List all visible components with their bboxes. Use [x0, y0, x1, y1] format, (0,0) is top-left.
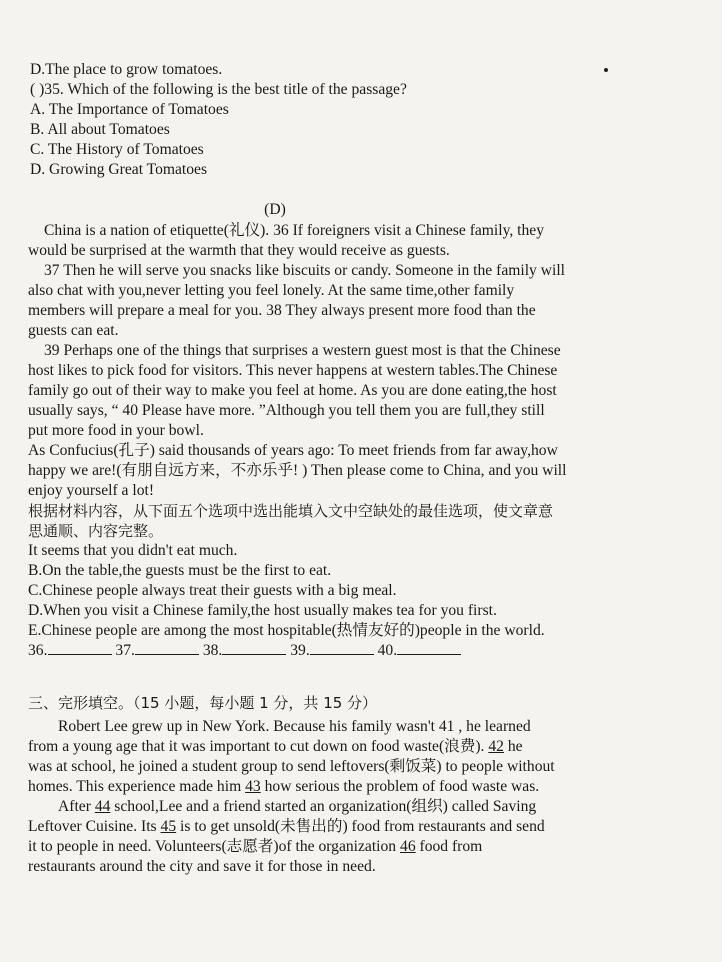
section-3-heading: 三、完形填空。（15 小题，每小题 1 分，共 15 分）	[28, 694, 378, 712]
choice-option: C.Chinese people always treat their guests with a big meal.	[28, 582, 397, 599]
answer-blank-40[interactable]	[397, 654, 461, 655]
cloze-line	[28, 797, 630, 817]
answer-row	[28, 641, 630, 661]
q35-option-d: D. Growing Great Tomatoes	[30, 161, 208, 178]
cloze-line: restaurants around the city and save it for those in need.	[28, 858, 376, 875]
cloze-text: school,Lee and a friend started an organization(组织) called Saving	[110, 798, 537, 815]
blank-42: 42	[488, 738, 504, 755]
answer-blank-39[interactable]	[310, 654, 374, 655]
section-d-heading: (D)	[264, 201, 286, 218]
blank-45: 45	[160, 818, 177, 835]
passage-line: family go out of their way to make you feel at home. As you are done eating,the host	[28, 382, 557, 399]
answer-blank-36[interactable]	[48, 654, 112, 655]
cloze-line	[28, 777, 630, 797]
q35-option-c: C. The History of Tomatoes	[30, 141, 204, 158]
choice-option: E.Chinese people are among the most hospitable(热情友好的)people in the world.	[28, 622, 545, 639]
section-d-passage	[28, 221, 630, 661]
cloze-text: homes. This experience made him	[28, 778, 246, 795]
cloze-text: how serious the problem of food waste was.	[260, 778, 540, 795]
passage-line: usually says, “ 40 Please have more. ”Although you tell them you are full,they still	[28, 402, 545, 419]
answer-label-38: 38.	[202, 642, 223, 659]
cloze-text: he	[503, 738, 523, 755]
passage-line: would be surprised at the warmth that they would receive as guests.	[28, 242, 450, 259]
instruction-line: 思通顺、内容完整。	[28, 522, 164, 540]
instruction-line: 根据材料内容，从下面五个选项中选出能填入文中空缺处的最佳选项，使文章意	[28, 502, 554, 520]
section-3-passage	[28, 717, 630, 877]
blank-44: 44	[94, 798, 111, 815]
choice-option: It seems that you didn't eat much.	[28, 542, 238, 559]
passage-line: 37 Then he will serve you snacks like biscuits or candy. Someone in the family will	[44, 262, 565, 279]
cloze-line: Robert Lee grew up in New York. Because his family wasn't 41 , he learned	[58, 718, 531, 735]
cloze-text: from a young age that it was important to cut down on food waste(浪费).	[28, 738, 489, 755]
q35-option-b: B. All about Tomatoes	[30, 121, 170, 138]
answer-label-40: 40.	[377, 642, 398, 659]
passage-line: China is a nation of etiquette(礼仪). 36 If foreigners visit a Chinese family, they	[44, 222, 545, 239]
cloze-line	[28, 817, 630, 837]
answer-blank-37[interactable]	[135, 654, 199, 655]
passage-line: enjoy yourself a lot!	[28, 482, 155, 499]
passage-line: As Confucius(孔子) said thousands of years ago: To meet friends from far away,how	[28, 442, 558, 459]
cloze-line: was at school, he joined a student group to send leftovers(剩饭菜) to people without	[28, 758, 555, 775]
cloze-text: Leftover Cuisine. Its	[28, 818, 161, 835]
cloze-text: it to people in need. Volunteers(志愿者)of the organization	[28, 838, 401, 855]
answer-label-39: 39.	[290, 642, 310, 659]
passage-line: host likes to pick food for visitors. This never happens at western tables.The Chinese	[28, 362, 558, 379]
cloze-line	[28, 837, 630, 857]
cloze-line	[28, 737, 630, 757]
answer-blank-38[interactable]	[222, 654, 286, 655]
blank-46: 46	[400, 838, 416, 855]
passage-line: put more food in your bowl.	[28, 422, 204, 439]
cloze-text: is to get unsold(未售出的) food from restaurants and send	[176, 818, 545, 835]
choice-option: B.On the table,the guests must be the first to eat.	[28, 562, 332, 579]
choice-option: D.When you visit a Chinese family,the host usually makes tea for you first.	[28, 602, 497, 619]
answer-label-36: 36.	[28, 642, 48, 659]
passage-line: 39 Perhaps one of the things that surprises a western guest most is that the Chinese	[44, 342, 561, 359]
question-35: ( )35. Which of the following is the best title of the passage?	[30, 81, 407, 98]
passage-line: members will prepare a meal for you. 38 They always present more food than the	[28, 302, 536, 319]
passage-line: happy we are!(有朋自远方来，不亦乐乎! ) Then please come to China, and you will	[28, 462, 567, 479]
passage-line: guests can eat.	[28, 322, 119, 339]
cloze-text: food from	[415, 838, 483, 855]
question-35-block	[30, 60, 630, 180]
q35-option-a: A. The Importance of Tomatoes	[30, 101, 229, 118]
cloze-text: After	[58, 798, 95, 815]
answer-label-37: 37.	[115, 642, 135, 659]
passage-line: also chat with you,never letting you feel lonely. At the same time,other family	[28, 282, 515, 299]
blank-43: 43	[245, 778, 261, 795]
prev-option-d: D.The place to grow tomatoes.	[30, 61, 223, 78]
